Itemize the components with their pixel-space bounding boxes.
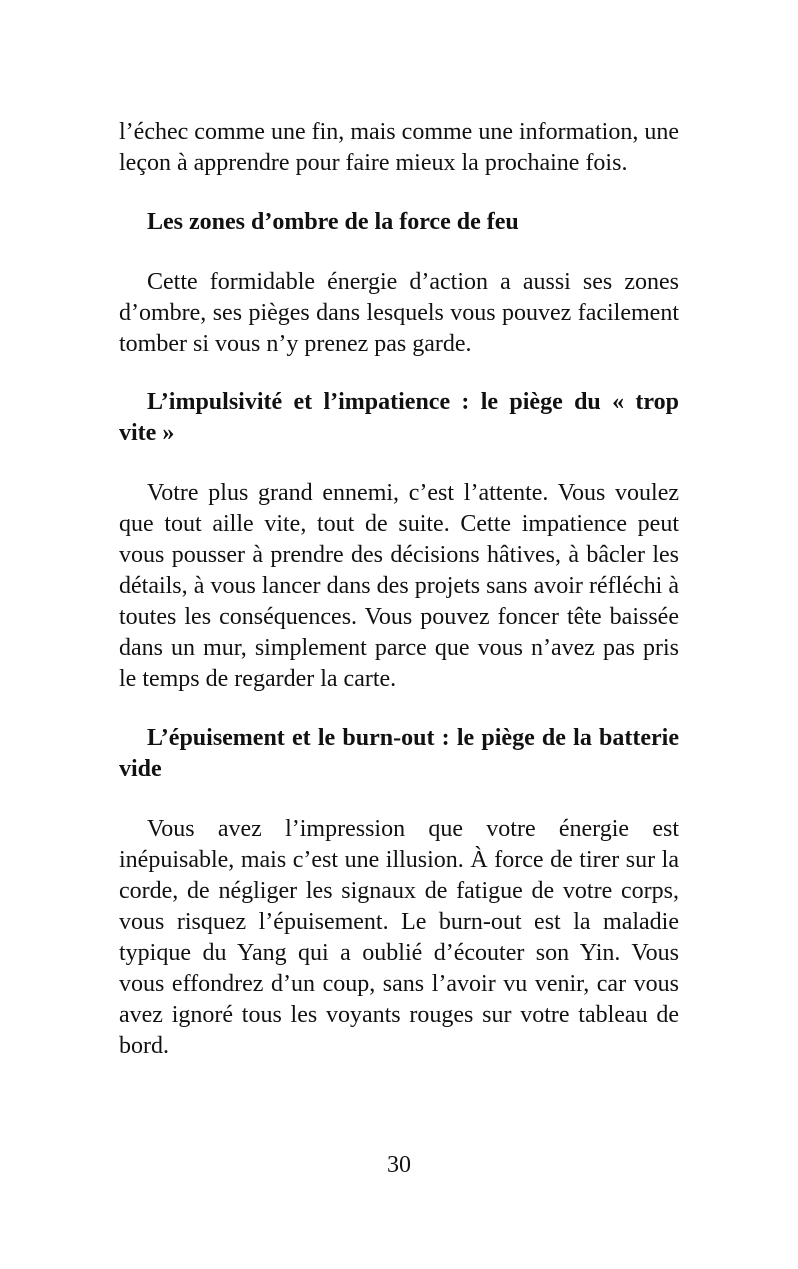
section-paragraph-epuisement: Vous avez l’impression que votre énergie est inépuisable, mais c’est une illusion. À force de tirer sur la corde, de négliger les signaux de fatigue de votre corps, vous risquez l’épuisement. Le burn-out est la maladie typique du Yang qui a oublié d’écouter son Yin. Vous vous effondrez d’un coup, sans l’avoir vu venir, car vous avez ignoré tous les voyants rouges sur votre tableau de bord. xyxy=(119,816,679,1059)
section-heading-zones-ombre: Les zones d’ombre de la force de feu xyxy=(147,209,519,235)
page-number: 30 xyxy=(387,1152,411,1178)
section-paragraph-impulsivite: Votre plus grand ennemi, c’est l’attente. Vous voulez que tout aille vite, tout de suite. Cette impatience peut vous pousser à prendre des décisions hâtives, à bâcler les détails, à vous lancer dans des projets sans avoir réfléchi à toutes les conséquences. Vous pouvez foncer tête baissée dans un mur, simplement parce que vous n’avez pas pris le temps de regarder la carte. xyxy=(119,480,679,692)
intro-paragraph: l’échec comme une fin, mais comme une information, une leçon à apprendre pour faire mieux la prochaine fois. xyxy=(119,119,679,176)
section-paragraph-zones-ombre: Cette formidable énergie d’action a aussi ses zones d’ombre, ses pièges dans lesquels vous pouvez facilement tomber si vous n’y prenez pas garde. xyxy=(119,269,679,357)
section-heading-impulsivite: L’impulsivité et l’impatience : le piège du « trop vite » xyxy=(119,389,679,446)
section-heading-epuisement: L’épuisement et le burn-out : le piège de la batterie vide xyxy=(119,725,679,782)
page-body xyxy=(119,117,679,1062)
